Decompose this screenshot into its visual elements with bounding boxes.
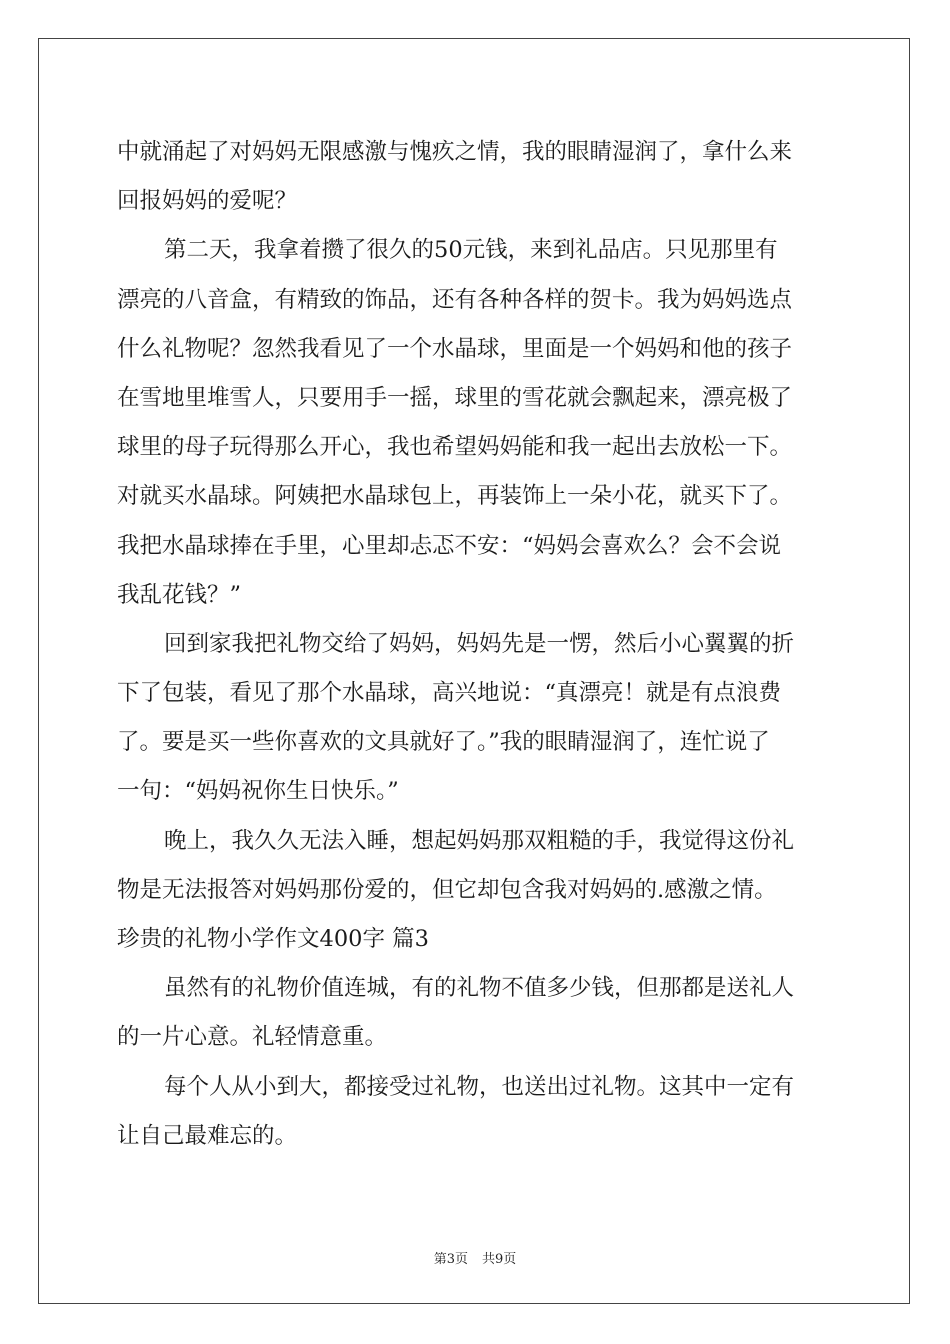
text-line: 对就买水晶球。阿姨把水晶球包上，再装饰上一朵小花，就买下了。 [117, 483, 793, 510]
text-line: 我乱花钱？” [117, 581, 242, 608]
paragraph-start-line: 第二天，我拿着攒了很久的50元钱，来到礼品店。只见那里有 [164, 237, 778, 264]
text-line: 中就涌起了对妈妈无限感激与愧疚之情，我的眼睛湿润了，拿什么来 [117, 139, 793, 165]
text-line: 物是无法报答对妈妈那份爱的，但它却包含我对妈妈的.感激之情。 [117, 876, 777, 903]
text-line: 漂亮的八音盒，有精致的饰品，还有各种各样的贺卡。我为妈妈选点 [117, 286, 793, 313]
page-number: 第3页 [433, 1252, 468, 1267]
text-line: 一句：“妈妈祝你生日快乐。” [117, 778, 399, 805]
page-total: 共9页 [482, 1252, 517, 1267]
text-line: 回报妈妈的爱呢？ [117, 188, 298, 215]
document-body [117, 128, 833, 1161]
paragraph-start-line: 虽然有的礼物价值连城，有的礼物不值多少钱，但那都是送礼人 [164, 975, 795, 1002]
text-line: 在雪地里堆雪人，只要用手一摇，球里的雪花就会飘起来，漂亮极了 [117, 384, 793, 411]
text-line: 的一片心意。礼轻情意重。 [117, 1024, 388, 1051]
paragraph-start-line: 回到家我把礼物交给了妈妈，妈妈先是一愣，然后小心翼翼的折 [164, 630, 795, 657]
text-line: 了。要是买一些你喜欢的文具就好了。”我的眼睛湿润了，连忙说了 [117, 729, 770, 756]
text-line: 什么礼物呢？忽然我看见了一个水晶球，里面是一个妈妈和他的孩子 [117, 335, 793, 362]
paragraph-start-line: 每个人从小到大，都接受过礼物，也送出过礼物。这其中一定有 [164, 1073, 795, 1100]
page-footer [0, 1248, 950, 1267]
paragraph-start-line: 晚上，我久久无法入睡，想起妈妈那双粗糙的手，我觉得这份礼 [164, 827, 795, 854]
text-line: 让自己最难忘的。 [117, 1122, 298, 1149]
text-line: 下了包装，看见了那个水晶球，高兴地说：“真漂亮！就是有点浪费 [117, 680, 782, 707]
text-line: 球里的母子玩得那么开心，我也希望妈妈能和我一起出去放松一下。 [117, 434, 793, 461]
text-line: 我把水晶球捧在手里，心里却忐忑不安：“妈妈会喜欢么？会不会说 [117, 532, 782, 559]
section-heading: 珍贵的礼物小学作文400字 篇3 [117, 926, 429, 952]
